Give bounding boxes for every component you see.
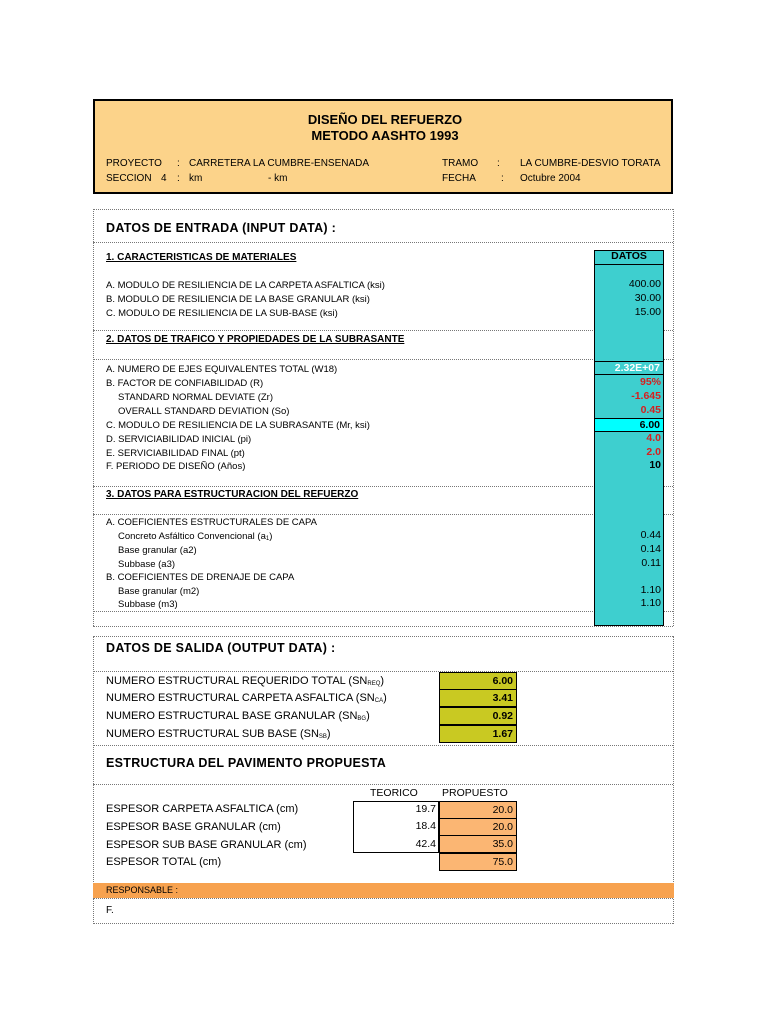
- input-heading: DATOS DE ENTRADA (INPUT DATA) :: [106, 221, 337, 235]
- mr-subrasante-cell: [594, 418, 664, 432]
- grid-line: [673, 209, 674, 626]
- km-end: - km: [268, 173, 288, 184]
- periodo-label: F. PERIODO DE DISEÑO (Años): [106, 461, 246, 472]
- mr-base-value: 30.00: [634, 292, 661, 304]
- pi-label: D. SERVICIABILIDAD INICIAL (pi): [106, 434, 252, 445]
- sn-bg-cell: [439, 707, 517, 725]
- report-title: DISEÑO DEL REFUERZO: [307, 112, 463, 127]
- grid-line: [93, 923, 673, 924]
- a1-value: 0.44: [640, 529, 661, 541]
- w18-cell: [594, 361, 664, 375]
- sn-sb-subscript: SB: [318, 734, 327, 740]
- grid-line: [93, 636, 673, 637]
- confiabilidad-value: 95%: [639, 376, 661, 388]
- a2-value: 0.14: [640, 543, 661, 555]
- a1-subscript: 1: [265, 536, 270, 542]
- sn-bg-subscript: BG: [357, 716, 367, 722]
- col-teorico: TEORICO: [370, 787, 418, 799]
- section-refuerzo: 3. DATOS PARA ESTRUCTURACION DEL REFUERZO: [106, 489, 359, 500]
- grid-line: [93, 626, 673, 627]
- periodo-cell: [594, 459, 664, 473]
- structure-heading: ESTRUCTURA DEL PAVIMENTO PROPUESTA: [106, 756, 387, 770]
- colon: :: [501, 173, 504, 184]
- fecha-value: Octubre 2004: [520, 173, 581, 184]
- mr-base-label: B. MODULO DE RESILIENCIA DE LA BASE GRANULAR (ksi): [106, 294, 370, 305]
- grid-line: [93, 514, 673, 515]
- propuesto-subbase-cell: [439, 835, 517, 853]
- pt-label: E. SERVICIABILIDAD FINAL (pt): [106, 448, 245, 459]
- espesor-carpeta-label: ESPESOR CARPETA ASFALTICA (cm): [106, 803, 299, 815]
- teorico-base-value: 18.4: [415, 820, 436, 832]
- a3-label: Subbase (a3): [118, 559, 176, 570]
- sn-bg-text: NUMERO ESTRUCTURAL BASE GRANULAR (SN: [106, 710, 358, 722]
- w18-label: A. NUMERO DE EJES EQUIVALENTES TOTAL (W18): [106, 364, 338, 375]
- teorico-carpeta-cell: [353, 801, 439, 818]
- grid-line: [93, 611, 673, 612]
- sn-ca-subscript: CA: [374, 698, 384, 704]
- pt-value: 2.0: [646, 446, 661, 458]
- w18-value: 2.32E+07: [614, 362, 660, 374]
- so-label: OVERALL STANDARD DEVIATION (So): [118, 406, 290, 417]
- teorico-subbase-value: 42.4: [415, 838, 436, 850]
- teorico-base-cell: [353, 818, 439, 835]
- pi-value: 4.0: [646, 432, 661, 444]
- proyecto-value: CARRETERA LA CUMBRE-ENSENADA: [189, 158, 370, 169]
- colon: :: [177, 158, 180, 169]
- responsable-bar: [93, 883, 674, 898]
- propuesto-carpeta-cell: [439, 801, 517, 819]
- sn-req-value: 6.00: [492, 675, 513, 687]
- mr-subrasante-value: 6.00: [639, 419, 660, 431]
- zr-label: STANDARD NORMAL DEVIATE (Zr): [118, 392, 273, 403]
- coef-drenaje-label: B. COEFICIENTES DE DRENAJE DE CAPA: [106, 572, 295, 583]
- espesor-total-label: ESPESOR TOTAL (cm): [106, 856, 222, 868]
- grid-line: [93, 486, 673, 487]
- so-cell: [594, 404, 664, 418]
- sn-bg-label: [106, 710, 370, 722]
- colon: :: [177, 173, 180, 184]
- teorico-subbase-cell: [353, 836, 439, 853]
- tramo-label: TRAMO: [442, 158, 479, 169]
- sn-sb-close: ): [326, 728, 331, 740]
- sn-ca-value: 3.41: [492, 692, 513, 704]
- mr-carpeta-label: A. MODULO DE RESILIENCIA DE LA CARPETA ASFALTICA (ksi): [106, 280, 385, 291]
- a1-close: ): [269, 531, 273, 542]
- sn-ca-close: ): [383, 692, 387, 704]
- header-box: [93, 99, 673, 194]
- teorico-carpeta-value: 19.7: [415, 803, 436, 815]
- grid-line: [93, 242, 673, 243]
- zr-cell: [594, 390, 664, 404]
- mr-carpeta-value: 400.00: [628, 278, 661, 290]
- a3-cell: [594, 557, 664, 571]
- m2-value: 1.10: [640, 584, 661, 596]
- mr-base-cell: [594, 292, 664, 306]
- sn-req-text: NUMERO ESTRUCTURAL REQUERIDO TOTAL (SN: [106, 675, 368, 687]
- section-trafico: 2. DATOS DE TRAFICO Y PROPIEDADES DE LA SUBRASANTE: [106, 334, 405, 345]
- sn-ca-label: [106, 692, 387, 704]
- tramo-value: LA CUMBRE-DESVIO TORATA: [520, 158, 661, 169]
- output-heading: DATOS DE SALIDA (OUTPUT DATA) :: [106, 641, 336, 655]
- seccion-number: 4: [161, 173, 167, 184]
- a1-label: [118, 531, 272, 542]
- m3-cell: [594, 597, 664, 611]
- sn-bg-value: 0.92: [492, 710, 513, 722]
- propuesto-base-value: 20.0: [492, 821, 513, 833]
- pt-cell: [594, 446, 664, 460]
- confiabilidad-cell: [594, 376, 664, 390]
- coef-estructurales-label: A. COEFICIENTES ESTRUCTURALES DE CAPA: [106, 517, 317, 528]
- grid-line: [93, 359, 673, 360]
- sn-ca-cell: [439, 689, 517, 707]
- espesor-total-value: 75.0: [492, 856, 513, 868]
- grid-line: [93, 636, 94, 924]
- sn-sb-text: NUMERO ESTRUCTURAL SUB BASE (SN: [106, 728, 319, 740]
- mr-subbase-cell: [594, 306, 664, 320]
- m2-cell: [594, 584, 664, 598]
- colon: :: [497, 158, 500, 169]
- sn-req-label: [106, 675, 384, 687]
- a2-cell: [594, 543, 664, 557]
- seccion-label: SECCION: [106, 173, 152, 184]
- responsable-label: RESPONSABLE :: [106, 885, 179, 895]
- sn-req-close: ): [380, 675, 385, 687]
- grid-line: [93, 898, 673, 899]
- km-start: km: [189, 173, 203, 184]
- report-subtitle: METODO AASHTO 1993: [311, 128, 459, 143]
- mr-subrasante-label: C. MODULO DE RESILIENCIA DE LA SUBRASANTE (Mr, ksi): [106, 420, 370, 431]
- espesor-base-label: ESPESOR BASE GRANULAR (cm): [106, 821, 281, 833]
- sn-sb-cell: [439, 725, 517, 743]
- zr-value: -1.645: [631, 390, 661, 402]
- m3-label: Subbase (m3): [118, 599, 178, 610]
- propuesto-base-cell: [439, 818, 517, 836]
- col-propuesto: PROPUESTO: [442, 787, 508, 799]
- sn-req-cell: [439, 672, 517, 690]
- sn-sb-label: [106, 728, 331, 740]
- a1-text: Concreto Asfáltico Convencional (a: [118, 531, 266, 542]
- grid-line: [93, 671, 673, 672]
- mr-subbase-label: C. MODULO DE RESILIENCIA DE LA SUB-BASE (ksi): [106, 308, 338, 319]
- proyecto-label: PROYECTO: [106, 158, 162, 169]
- a3-value: 0.11: [641, 557, 661, 569]
- grid-line: [93, 209, 673, 210]
- periodo-value: 10: [649, 459, 661, 471]
- espesor-total-cell: [439, 853, 517, 871]
- firma-label: F.: [106, 905, 114, 916]
- sn-ca-text: NUMERO ESTRUCTURAL CARPETA ASFALTICA (SN: [106, 692, 375, 704]
- grid-line: [93, 745, 673, 746]
- espesor-subbase-label: ESPESOR SUB BASE GRANULAR (cm): [106, 839, 307, 851]
- grid-line: [93, 784, 673, 785]
- grid-line: [673, 636, 674, 924]
- grid-line: [93, 209, 94, 626]
- pi-cell: [594, 432, 664, 446]
- confiabilidad-label: B. FACTOR DE CONFIABILIDAD (R): [106, 378, 264, 389]
- fecha-label: FECHA: [442, 173, 476, 184]
- propuesto-subbase-value: 35.0: [492, 838, 513, 850]
- sn-sb-value: 1.67: [492, 728, 513, 740]
- sn-bg-close: ): [366, 710, 370, 722]
- section-materiales: 1. CARACTERISTICAS DE MATERIALES: [106, 252, 297, 263]
- so-value: 0.45: [640, 404, 661, 416]
- m3-value: 1.10: [640, 597, 661, 609]
- mr-subbase-value: 15.00: [634, 306, 661, 318]
- grid-line: [93, 330, 673, 331]
- a1-cell: [594, 529, 664, 543]
- sn-req-subscript: REQ: [367, 681, 381, 687]
- m2-label: Base granular (m2): [118, 586, 200, 597]
- propuesto-carpeta-value: 20.0: [492, 804, 513, 816]
- mr-carpeta-cell: [594, 278, 664, 292]
- datos-header: DATOS: [594, 250, 664, 265]
- a2-label: Base granular (a2): [118, 545, 197, 556]
